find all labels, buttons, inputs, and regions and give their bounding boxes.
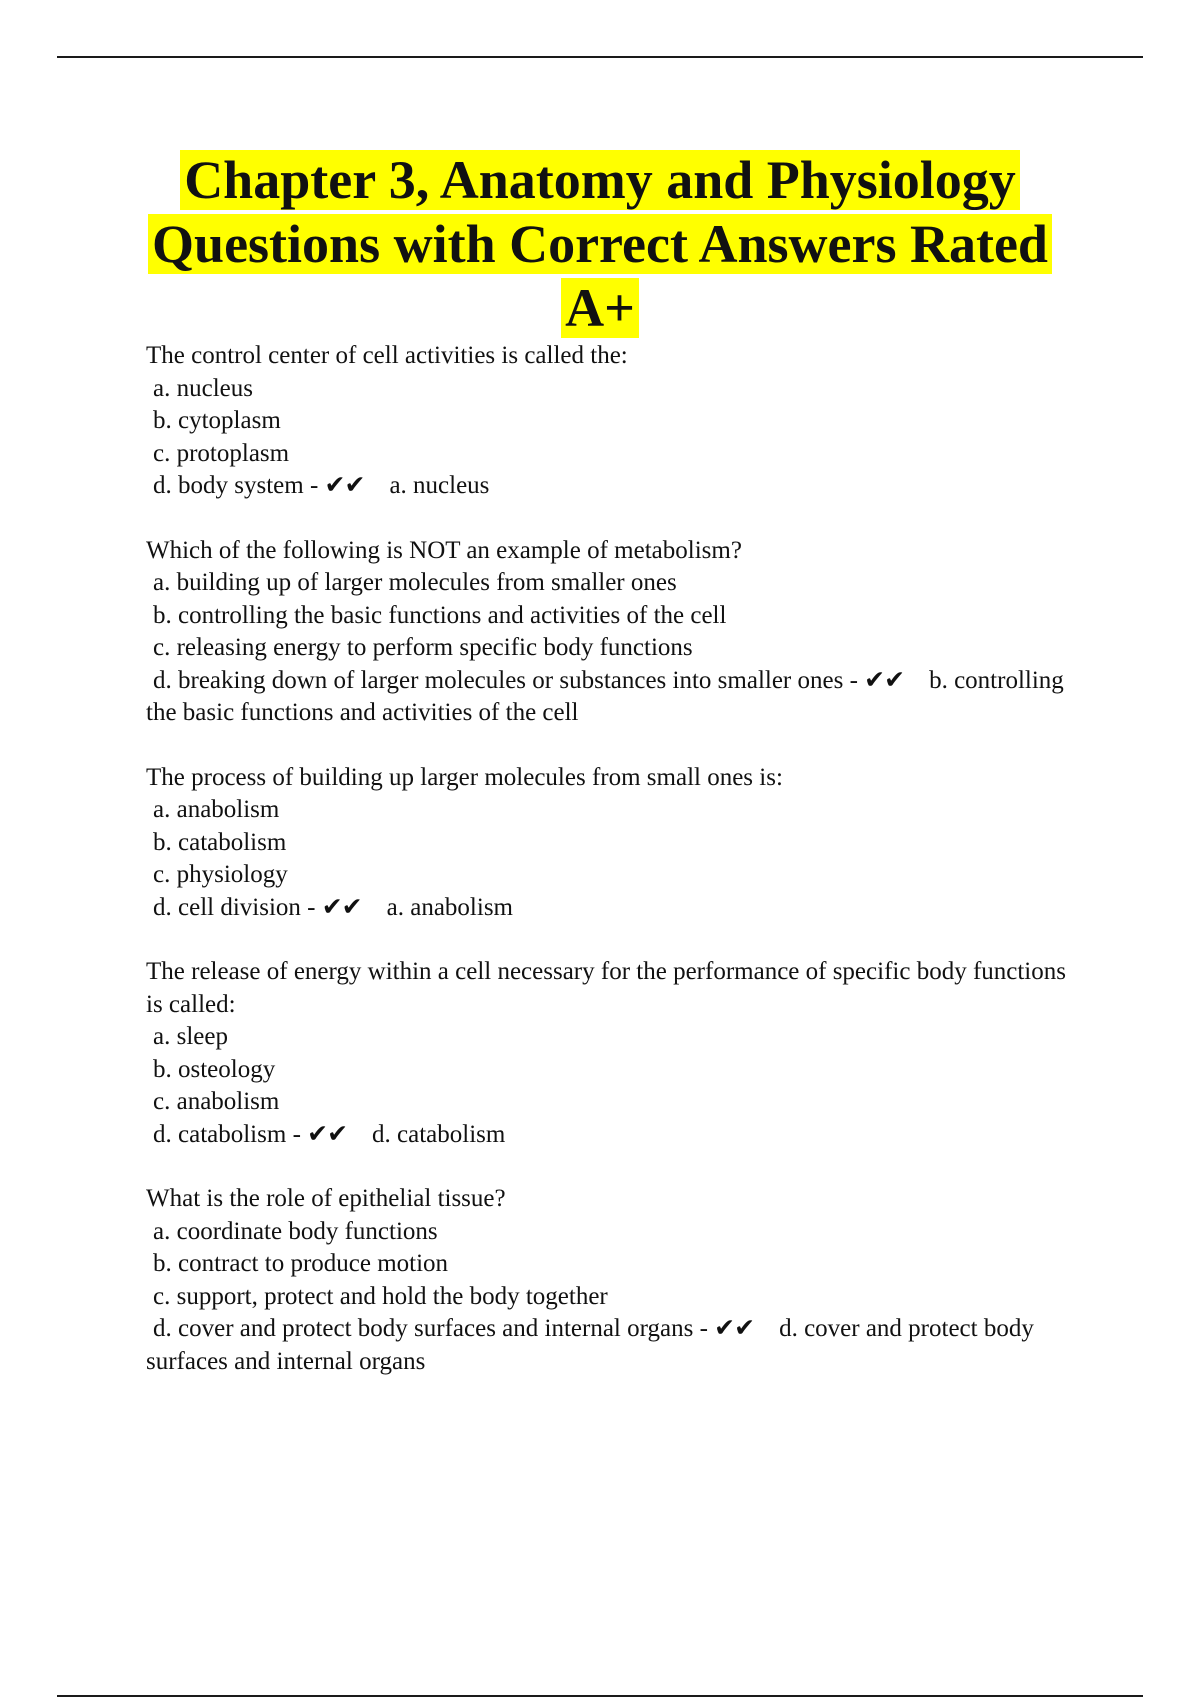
option-d: d. cover and protect body surfaces and internal organs — [153, 1315, 694, 1342]
option-c: c. anabolism — [153, 1088, 280, 1115]
question-4: The release of energy within a cell necessary for the performance of specific body functions is called: a. sleep b. osteology c. anabolism d. catabolism - ✔✔ d. catabolism — [146, 956, 1086, 1151]
document-title — [100, 148, 1100, 340]
question-2: Which of the following is NOT an example of metabolism? a. building up of larger molecules from smaller ones b. controlling the basic functions and activities of the cell c. releasing energy to perform specific body functions d. breaking down of larger molecules or substances into smaller ones - ✔✔ b. controlling the basic functions and activities of the cell — [146, 535, 1086, 730]
option-a: a. sleep — [153, 1023, 228, 1050]
option-d: d. breaking down of larger molecules or substances into smaller ones — [153, 666, 844, 694]
top-rule — [57, 56, 1143, 58]
correct-answer: b. controlling the basic functions and activities of the cell — [146, 666, 1064, 726]
bottom-rule — [57, 1695, 1143, 1697]
correct-answer: a. anabolism — [386, 893, 513, 921]
check-mark-icon: ✔✔ — [321, 893, 362, 921]
option-a: a. building up of larger molecules from smaller ones — [153, 569, 677, 596]
option-a: a. nucleus — [153, 374, 253, 402]
option-b: b. osteology — [153, 1055, 276, 1083]
title-line-3: A+ — [561, 278, 639, 338]
option-b: b. cytoplasm — [153, 407, 281, 434]
question-1: The control center of cell activities is called the: a. nucleus b. cytoplasm c. protoplasm d. body system - ✔✔ a. nucleus — [146, 340, 1086, 503]
correct-answer: d. cover and protect body surfaces and internal organs — [146, 1315, 1034, 1375]
title-line-1: Chapter 3, Anatomy and Physiology — [180, 150, 1020, 210]
option-b: b. controlling the basic functions and activities of the cell — [153, 601, 727, 629]
option-b: b. catabolism — [153, 828, 287, 856]
check-mark-icon: ✔✔ — [307, 1120, 348, 1148]
question-text: The release of energy within a cell necessary for the performance of specific body functions is called: — [146, 958, 1066, 1018]
option-c: c. support, protect and hold the body together — [153, 1282, 608, 1310]
option-b: b. contract to produce motion — [153, 1250, 449, 1277]
option-c: c. releasing energy to perform specific body functions — [153, 634, 693, 661]
question-text: Which of the following is NOT an example of metabolism? — [146, 536, 742, 564]
title-line-2: Questions with Correct Answers Rated — [148, 214, 1052, 274]
option-d: d. catabolism — [153, 1120, 287, 1148]
option-c: c. protoplasm — [153, 439, 290, 467]
check-mark-icon: ✔✔ — [324, 472, 365, 499]
check-mark-icon: ✔✔ — [864, 666, 905, 694]
question-5: What is the role of epithelial tissue? a. coordinate body functions b. contract to produce motion c. support, protect and hold the body together d. cover and protect body surfaces and internal organs - ✔✔ d. cover and protect body surfaces and internal organs — [146, 1183, 1086, 1378]
option-d: d. body system — [153, 472, 304, 499]
question-text: What is the role of epithelial tissue? — [146, 1185, 506, 1212]
option-a: a. coordinate body functions — [153, 1217, 438, 1245]
question-text: The control center of cell activities is called the: — [146, 342, 628, 369]
correct-answer: d. catabolism — [372, 1120, 506, 1148]
check-mark-icon: ✔✔ — [714, 1315, 755, 1342]
question-list — [146, 340, 1086, 1410]
option-c: c. physiology — [153, 861, 288, 888]
question-text: The process of building up larger molecules from small ones is: — [146, 763, 783, 791]
option-d: d. cell division — [153, 893, 301, 921]
question-3: The process of building up larger molecules from small ones is: a. anabolism b. catabolism c. physiology d. cell division - ✔✔ a. anabolism — [146, 762, 1086, 925]
correct-answer: a. nucleus — [389, 472, 490, 499]
option-a: a. anabolism — [153, 796, 280, 823]
